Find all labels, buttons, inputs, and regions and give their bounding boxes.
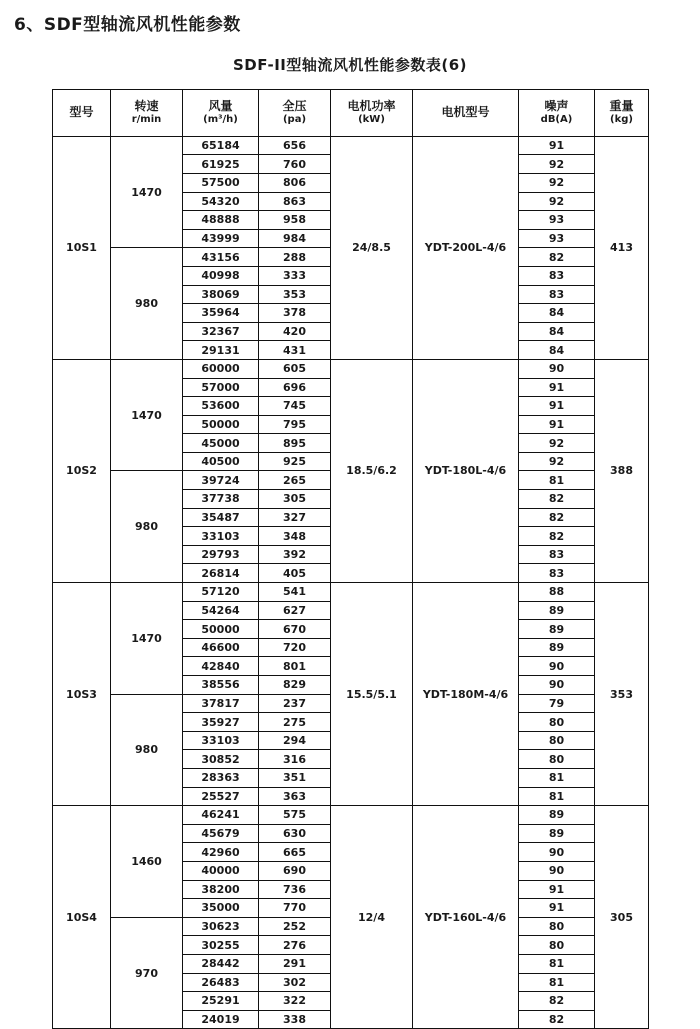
cell-noise: 90 xyxy=(519,359,595,378)
table-head xyxy=(53,89,649,136)
cell-pressure: 630 xyxy=(259,824,331,843)
cell-flow: 30255 xyxy=(183,936,259,955)
cell-pressure: 665 xyxy=(259,843,331,862)
cell-flow: 38200 xyxy=(183,880,259,899)
cell-noise: 91 xyxy=(519,880,595,899)
cell-noise: 84 xyxy=(519,341,595,360)
cell-noise: 81 xyxy=(519,471,595,490)
cell-noise: 89 xyxy=(519,601,595,620)
cell-flow: 45000 xyxy=(183,434,259,453)
cell-pressure: 305 xyxy=(259,490,331,509)
cell-noise: 80 xyxy=(519,713,595,732)
cell-pressure: 338 xyxy=(259,1010,331,1029)
cell-noise: 80 xyxy=(519,750,595,769)
header-unit: (kW) xyxy=(358,114,385,126)
cell-noise: 90 xyxy=(519,676,595,695)
cell-pressure: 895 xyxy=(259,434,331,453)
cell-pressure: 627 xyxy=(259,601,331,620)
cell-weight: 305 xyxy=(595,806,649,1029)
table-row xyxy=(53,359,649,378)
cell-pressure: 302 xyxy=(259,973,331,992)
cell-noise: 81 xyxy=(519,973,595,992)
cell-flow: 57120 xyxy=(183,583,259,602)
header-cell-flow xyxy=(183,89,259,136)
cell-flow: 33103 xyxy=(183,731,259,750)
cell-noise: 92 xyxy=(519,434,595,453)
cell-motor-model: YDT-180L-4/6 xyxy=(413,359,519,582)
table-row xyxy=(53,136,649,155)
cell-pressure: 984 xyxy=(259,229,331,248)
cell-noise: 81 xyxy=(519,954,595,973)
cell-noise: 91 xyxy=(519,899,595,918)
cell-pressure: 829 xyxy=(259,676,331,695)
cell-flow: 42960 xyxy=(183,843,259,862)
cell-pressure: 745 xyxy=(259,397,331,416)
cell-flow: 65184 xyxy=(183,136,259,155)
header-cell-noise xyxy=(519,89,595,136)
cell-noise: 93 xyxy=(519,211,595,230)
cell-noise: 83 xyxy=(519,285,595,304)
header-label: 型号 xyxy=(69,105,94,120)
cell-noise: 82 xyxy=(519,490,595,509)
cell-motor-model: YDT-200L-4/6 xyxy=(413,136,519,359)
cell-noise: 81 xyxy=(519,787,595,806)
cell-noise: 91 xyxy=(519,136,595,155)
cell-pressure: 316 xyxy=(259,750,331,769)
cell-pressure: 291 xyxy=(259,954,331,973)
cell-noise: 84 xyxy=(519,304,595,323)
cell-pressure: 363 xyxy=(259,787,331,806)
cell-model: 10S2 xyxy=(53,359,111,582)
cell-noise: 80 xyxy=(519,936,595,955)
table-title: SDF-II型轴流风机性能参数表(6) xyxy=(232,55,468,74)
cell-noise: 90 xyxy=(519,843,595,862)
table-header-row xyxy=(53,89,649,136)
cell-speed: 1470 xyxy=(111,136,183,248)
cell-speed: 1460 xyxy=(111,806,183,918)
cell-pressure: 958 xyxy=(259,211,331,230)
cell-flow: 35000 xyxy=(183,899,259,918)
header-label: 风量 xyxy=(208,99,233,114)
cell-flow: 37817 xyxy=(183,694,259,713)
cell-pressure: 431 xyxy=(259,341,331,360)
cell-power: 24/8.5 xyxy=(331,136,413,359)
cell-pressure: 288 xyxy=(259,248,331,267)
cell-flow: 40000 xyxy=(183,861,259,880)
cell-pressure: 720 xyxy=(259,638,331,657)
cell-flow: 28442 xyxy=(183,954,259,973)
cell-pressure: 276 xyxy=(259,936,331,955)
header-label: 噪声 xyxy=(544,99,569,114)
header-cell-power xyxy=(331,89,413,136)
cell-pressure: 405 xyxy=(259,564,331,583)
cell-flow: 35964 xyxy=(183,304,259,323)
cell-noise: 80 xyxy=(519,917,595,936)
cell-noise: 88 xyxy=(519,583,595,602)
cell-pressure: 252 xyxy=(259,917,331,936)
cell-flow: 38069 xyxy=(183,285,259,304)
cell-flow: 57000 xyxy=(183,378,259,397)
cell-flow: 38556 xyxy=(183,676,259,695)
header-unit: (m³/h) xyxy=(203,114,238,126)
cell-noise: 83 xyxy=(519,564,595,583)
cell-flow: 32367 xyxy=(183,322,259,341)
cell-flow: 25527 xyxy=(183,787,259,806)
header-label: 全压 xyxy=(282,99,307,114)
cell-flow: 26814 xyxy=(183,564,259,583)
cell-pressure: 696 xyxy=(259,378,331,397)
cell-flow: 25291 xyxy=(183,992,259,1011)
cell-speed: 1470 xyxy=(111,583,183,695)
cell-weight: 388 xyxy=(595,359,649,582)
cell-pressure: 863 xyxy=(259,192,331,211)
cell-noise: 92 xyxy=(519,155,595,174)
cell-noise: 82 xyxy=(519,248,595,267)
cell-flow: 46600 xyxy=(183,638,259,657)
cell-flow: 28363 xyxy=(183,768,259,787)
cell-pressure: 351 xyxy=(259,768,331,787)
cell-flow: 50000 xyxy=(183,620,259,639)
cell-pressure: 670 xyxy=(259,620,331,639)
cell-flow: 54320 xyxy=(183,192,259,211)
cell-model: 10S1 xyxy=(53,136,111,359)
cell-pressure: 605 xyxy=(259,359,331,378)
cell-flow: 54264 xyxy=(183,601,259,620)
fan-performance-table xyxy=(52,89,649,1029)
header-cell-model xyxy=(53,89,111,136)
header-cell-weight xyxy=(595,89,649,136)
cell-noise: 90 xyxy=(519,657,595,676)
cell-flow: 30852 xyxy=(183,750,259,769)
header-label: 电机功率 xyxy=(347,99,396,114)
cell-noise: 80 xyxy=(519,731,595,750)
cell-pressure: 353 xyxy=(259,285,331,304)
cell-pressure: 656 xyxy=(259,136,331,155)
cell-noise: 90 xyxy=(519,861,595,880)
cell-flow: 35487 xyxy=(183,508,259,527)
cell-flow: 40998 xyxy=(183,266,259,285)
cell-pressure: 795 xyxy=(259,415,331,434)
cell-model: 10S4 xyxy=(53,806,111,1029)
section-heading: 6、SDF型轴流风机性能参数 xyxy=(14,15,241,35)
header-label: 重量 xyxy=(609,99,634,114)
cell-weight: 413 xyxy=(595,136,649,359)
cell-noise: 83 xyxy=(519,266,595,285)
cell-pressure: 760 xyxy=(259,155,331,174)
cell-noise: 82 xyxy=(519,508,595,527)
cell-flow: 24019 xyxy=(183,1010,259,1029)
table-container xyxy=(52,89,648,1029)
cell-pressure: 770 xyxy=(259,899,331,918)
cell-noise: 89 xyxy=(519,806,595,825)
header-unit: (kg) xyxy=(610,114,633,126)
cell-noise: 82 xyxy=(519,527,595,546)
cell-pressure: 275 xyxy=(259,713,331,732)
cell-noise: 89 xyxy=(519,824,595,843)
cell-noise: 82 xyxy=(519,992,595,1011)
cell-noise: 79 xyxy=(519,694,595,713)
cell-pressure: 265 xyxy=(259,471,331,490)
cell-noise: 89 xyxy=(519,638,595,657)
cell-speed: 1470 xyxy=(111,359,183,471)
cell-pressure: 690 xyxy=(259,861,331,880)
header-unit: dB(A) xyxy=(540,114,573,126)
cell-flow: 33103 xyxy=(183,527,259,546)
cell-flow: 43156 xyxy=(183,248,259,267)
header-cell-pressure xyxy=(259,89,331,136)
cell-flow: 37738 xyxy=(183,490,259,509)
cell-noise: 84 xyxy=(519,322,595,341)
header-cell-motor-model xyxy=(413,89,519,136)
cell-flow: 29131 xyxy=(183,341,259,360)
header-label: 电机型号 xyxy=(441,105,490,120)
cell-flow: 42840 xyxy=(183,657,259,676)
cell-pressure: 736 xyxy=(259,880,331,899)
cell-pressure: 806 xyxy=(259,173,331,192)
cell-noise: 81 xyxy=(519,768,595,787)
cell-flow: 40500 xyxy=(183,452,259,471)
cell-speed: 980 xyxy=(111,471,183,583)
cell-flow: 39724 xyxy=(183,471,259,490)
cell-flow: 30623 xyxy=(183,917,259,936)
cell-pressure: 237 xyxy=(259,694,331,713)
table-row xyxy=(53,583,649,602)
cell-noise: 89 xyxy=(519,620,595,639)
cell-pressure: 333 xyxy=(259,266,331,285)
cell-noise: 91 xyxy=(519,415,595,434)
table-body xyxy=(53,136,649,1029)
cell-pressure: 322 xyxy=(259,992,331,1011)
cell-pressure: 392 xyxy=(259,545,331,564)
cell-power: 18.5/6.2 xyxy=(331,359,413,582)
cell-pressure: 575 xyxy=(259,806,331,825)
cell-noise: 92 xyxy=(519,452,595,471)
cell-flow: 46241 xyxy=(183,806,259,825)
cell-noise: 92 xyxy=(519,192,595,211)
cell-flow: 48888 xyxy=(183,211,259,230)
header-cell-speed xyxy=(111,89,183,136)
cell-pressure: 801 xyxy=(259,657,331,676)
cell-flow: 61925 xyxy=(183,155,259,174)
cell-pressure: 541 xyxy=(259,583,331,602)
cell-pressure: 294 xyxy=(259,731,331,750)
cell-noise: 91 xyxy=(519,378,595,397)
cell-power: 15.5/5.1 xyxy=(331,583,413,806)
cell-flow: 29793 xyxy=(183,545,259,564)
cell-flow: 45679 xyxy=(183,824,259,843)
cell-pressure: 327 xyxy=(259,508,331,527)
header-unit: r/min xyxy=(131,114,162,126)
cell-noise: 92 xyxy=(519,173,595,192)
cell-flow: 57500 xyxy=(183,173,259,192)
cell-flow: 35927 xyxy=(183,713,259,732)
header-unit: (pa) xyxy=(282,114,307,126)
cell-motor-model: YDT-160L-4/6 xyxy=(413,806,519,1029)
cell-model: 10S3 xyxy=(53,583,111,806)
cell-flow: 53600 xyxy=(183,397,259,416)
cell-flow: 50000 xyxy=(183,415,259,434)
cell-speed: 980 xyxy=(111,694,183,806)
cell-pressure: 348 xyxy=(259,527,331,546)
cell-noise: 83 xyxy=(519,545,595,564)
cell-pressure: 420 xyxy=(259,322,331,341)
header-label: 转速 xyxy=(134,99,159,114)
cell-pressure: 925 xyxy=(259,452,331,471)
cell-pressure: 378 xyxy=(259,304,331,323)
cell-noise: 91 xyxy=(519,397,595,416)
cell-flow: 60000 xyxy=(183,359,259,378)
cell-weight: 353 xyxy=(595,583,649,806)
cell-motor-model: YDT-180M-4/6 xyxy=(413,583,519,806)
cell-power: 12/4 xyxy=(331,806,413,1029)
cell-noise: 93 xyxy=(519,229,595,248)
cell-speed: 970 xyxy=(111,917,183,1029)
cell-flow: 26483 xyxy=(183,973,259,992)
table-row xyxy=(53,806,649,825)
cell-noise: 82 xyxy=(519,1010,595,1029)
cell-speed: 980 xyxy=(111,248,183,360)
cell-flow: 43999 xyxy=(183,229,259,248)
